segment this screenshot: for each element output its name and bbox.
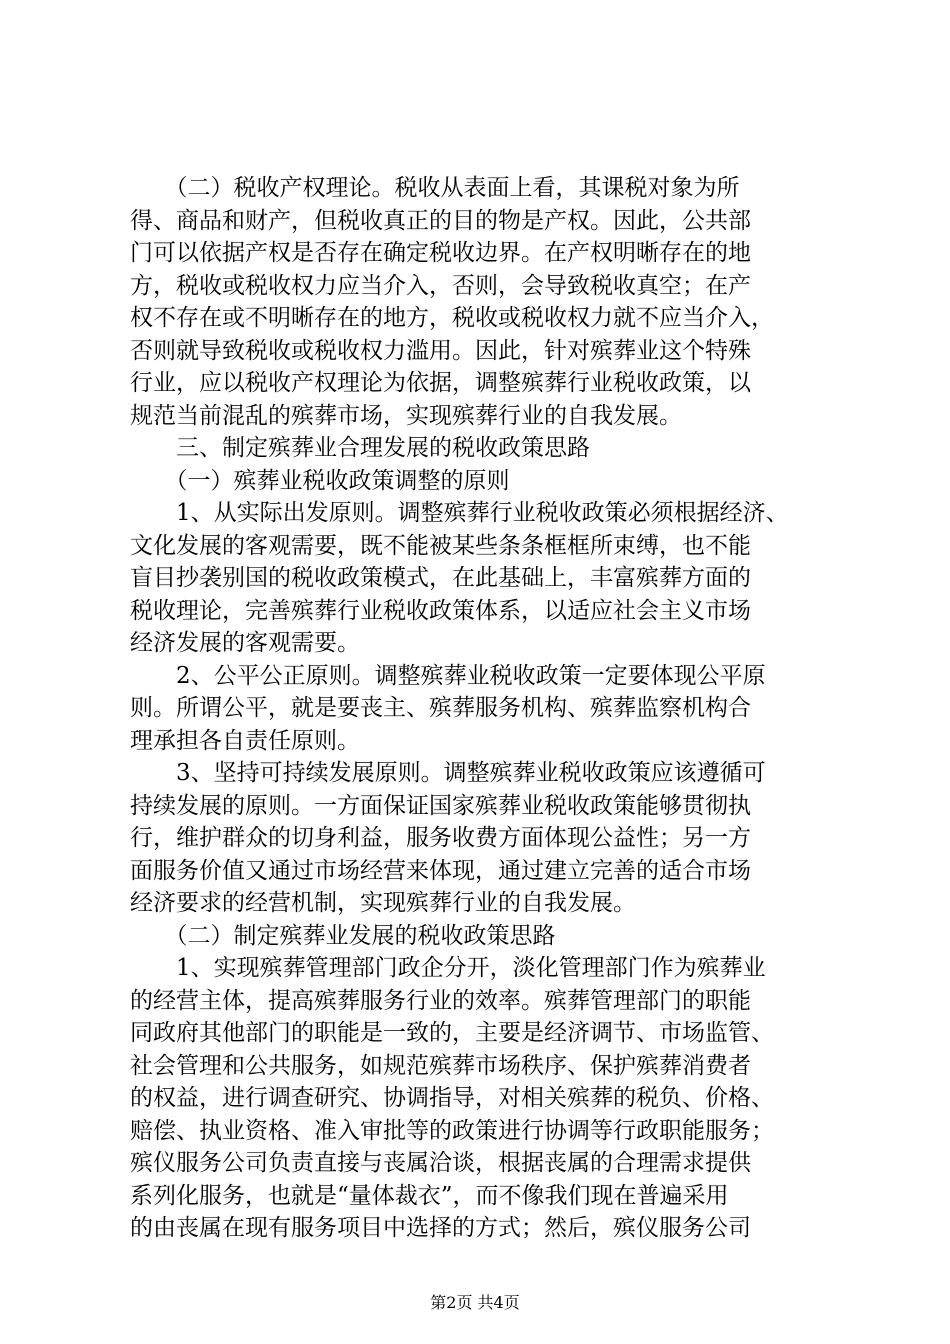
text-line: 1、从实际出发原则。调整殡葬行业税收政策必须根据经济、: [130, 500, 789, 526]
text-line: 理承担各自责任原则。: [130, 727, 360, 754]
text-line: 得、商品和财产，但税收真正的目的物是产权。因此，公共部: [130, 207, 751, 234]
text-line: 权不存在或不明晰存在的地方，税收或税收权力就不应当介入，: [130, 305, 774, 331]
text-line: 社会管理和公共服务，如规范殡葬市场秩序、保护殡葬消费者: [130, 1052, 751, 1079]
text-line: 赔偿、执业资格、准入审批等的政策进行协调等行政职能服务；: [130, 1117, 774, 1144]
subsection-heading: （一）殡葬业税收政策调整的原则: [130, 467, 510, 494]
text-line: 否则就导致税收或税收权力滥用。因此，针对殡葬业这个特殊: [130, 337, 751, 364]
text-line: 1、实现殡葬管理部门政企分开，淡化管理部门作为殡葬业: [130, 955, 766, 981]
text-line: 规范当前混乱的殡葬市场，实现殡葬行业的自我发展。: [130, 402, 682, 429]
text-line: 2、公平公正原则。调整殡葬业税收政策一定要体现公平原: [130, 662, 766, 689]
text-line: 经济发展的客观需要。: [130, 630, 360, 656]
document-body: [130, 172, 850, 1245]
text-line: 的经营主体，提高殡葬服务行业的效率。殡葬管理部门的职能: [130, 987, 751, 1014]
text-line: 的由丧属在现有服务项目中选择的方式；然后，殡仪服务公司: [130, 1215, 751, 1241]
text-line: 门可以依据产权是否存在确定税收边界。在产权明晰存在的地: [130, 240, 751, 266]
text-line: 殡仪服务公司负责直接与丧属洽谈，根据丧属的合理需求提供: [130, 1150, 751, 1176]
text-line: 则。所谓公平，就是要丧主、殡葬服务机构、殡葬监察机构合: [130, 695, 751, 721]
text-line: 3、坚持可持续发展原则。调整殡葬业税收政策应该遵循可: [130, 760, 766, 786]
section-heading: 三、制定殡葬业合理发展的税收政策思路: [130, 435, 590, 461]
text-line: 持续发展的原则。一方面保证国家殡葬业税收政策能够贯彻执: [130, 792, 751, 819]
text-line: 税收理论，完善殡葬行业税收政策体系，以适应社会主义市场: [130, 597, 751, 624]
text-line: 经济要求的经营机制，实现殡葬行业的自我发展。: [130, 890, 636, 916]
text-line: 同政府其他部门的职能是一致的，主要是经济调节、市场监管、: [130, 1020, 774, 1046]
text-line: 系列化服务，也就是“量体裁衣”，而不像我们现在普遍采用: [130, 1182, 729, 1209]
text-line: 面服务价值又通过市场经营来体现，通过建立完善的适合市场: [130, 857, 751, 884]
text-line: 文化发展的客观需要，既不能被某些条条框框所束缚，也不能: [130, 532, 751, 559]
text-line: （二）税收产权理论。税收从表面上看，其课税对象为所: [130, 175, 740, 201]
text-line: 方，税收或税收权力应当介入，否则，会导致税收真空；在产: [130, 272, 751, 299]
page-number: 第2页 共4页: [430, 1293, 520, 1312]
text-line: 行，维护群众的切身利益，服务收费方面体现公益性；另一方: [130, 825, 751, 851]
subsection-heading: （二）制定殡葬业发展的税收政策思路: [130, 922, 556, 949]
text-line: 行业，应以税收产权理论为依据，调整殡葬行业税收政策，以: [130, 370, 751, 396]
text-line: 盲目抄袭别国的税收政策模式，在此基础上，丰富殡葬方面的: [130, 565, 751, 591]
text-line: 的权益，进行调查研究、协调指导，对相关殡葬的税负、价格、: [130, 1085, 774, 1111]
